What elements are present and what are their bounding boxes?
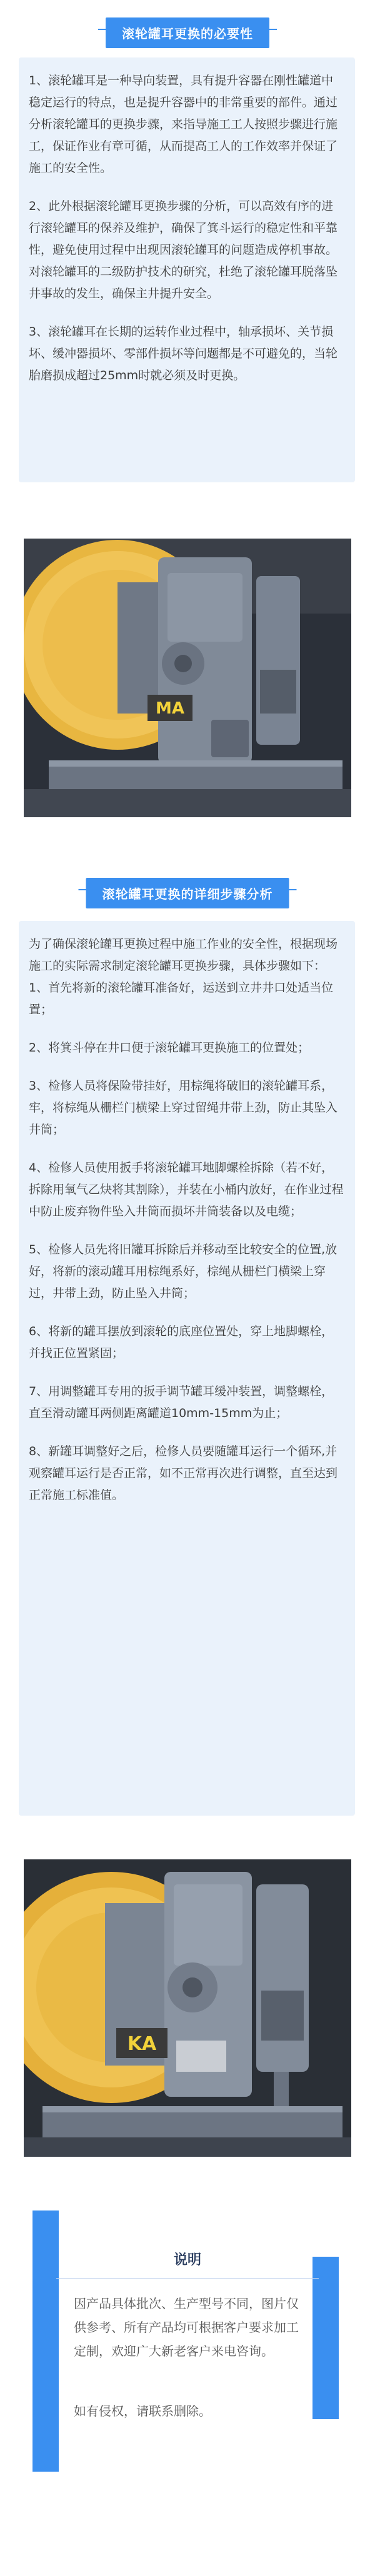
necessity-paragraph-2: 2、此外根据滚轮罐耳更换步骤的分析，可以高效有序的进行滚轮罐耳的保养及维护，确保了箕斗运行的稳定性和平靠性，避免使用过程中出现因滚轮罐耳的问题造成停机事故。对滚轮罐耳的二级防护技术的研究，杜绝了滚轮罐耳脱落坠井事故的发生，确保主井提升安全。 (29, 199, 338, 301)
step-5: 5、检修人员先将旧罐耳拆除后并移动至比较安全的位置,放好，将新的滚动罐耳用棕绳系好，棕绳从栅栏门横梁上穿过，井带上劲，防止坠入井筒； (29, 1243, 338, 1300)
step-2: 2、将箕斗停在井口便于滚轮罐耳更换施工的位置处； (29, 1041, 310, 1055)
note-title: 说明 (173, 2252, 201, 2268)
necessity-paragraph-1: 1、滚轮罐耳是一种导向装置，具有提升容器在刚性罐道中稳定运行的特点，也是提升容器中的非常重要的部件。通过分析滚轮罐耳的更换步骤，来指导施工工人按照步骤进行施工，保证作业有章可循，从而提高工人的工作效率并保证了施工的安全性。 (29, 74, 338, 175)
note-divider (56, 2278, 319, 2279)
ma-safety-plate: MA (156, 699, 184, 718)
steps-intro: 为了确保滚轮罐耳更换过程中施工作业的安全性，根据现场施工的实际需求制定滚轮罐耳更换步骤，具体步骤如下： (29, 937, 338, 973)
step-4: 4、检修人员使用扳手将滚轮罐耳地脚螺栓拆除（若不好，拆除用氧气乙炔将其割除），并装在小桶内放好，在作业过程中防止废弃物件坠入井筒而损坏井筒装备以及电缆； (29, 1161, 344, 1218)
roller-guide-photo-1 (24, 539, 351, 817)
section-title-steps: 滚轮罐耳更换的详细步骤分析 (86, 878, 289, 908)
section-title-necessity: 滚轮罐耳更换的必要性 (106, 17, 269, 48)
steps-text-box (19, 921, 355, 1816)
ka-safety-plate: KA (127, 2033, 157, 2055)
note-text-2: 如有侵权，请联系删除。 (74, 2404, 211, 2419)
note-text-1: 因产品具体批次、生产型号不同，图片仅供参考、所有产品均可根据客户要求加工定制，欢迎广大新老客户来电咨询。 (74, 2296, 299, 2359)
step-6: 6、将新的罐耳摆放到滚轮的底座位置处，穿上地脚螺栓，并找正位置紧固； (29, 1325, 334, 1360)
roller-guide-illustration-1 (24, 539, 351, 817)
necessity-text-box (19, 57, 355, 482)
step-3: 3、检修人员将保险带挂好，用棕绳将破旧的滚轮罐耳系，牢，将棕绳从栅栏门横梁上穿过留绳井带上劲，防止其坠入井筒； (29, 1079, 338, 1136)
roller-guide-photo-2 (24, 1859, 351, 2157)
roller-guide-illustration-2 (24, 1859, 351, 2157)
step-1: 1、首先将新的滚轮罐耳准备好，运送到立井井口处适当位置； (29, 981, 334, 1017)
step-7: 7、用调整罐耳专用的扳手调节罐耳缓冲装置，调整螺栓，直至滑动罐耳两侧距离罐道10mm-15mm为止； (29, 1385, 334, 1420)
note-right-accent (312, 2257, 339, 2419)
step-8: 8、新罐耳调整好之后，检修人员要随罐耳运行一个循环,并观察罐耳运行是否正常，如不正常再次进行调整，直至达到正常施工标准值。 (29, 1445, 338, 1502)
necessity-paragraph-3: 3、滚轮罐耳在长期的运转作业过程中，轴承损坏、关节损坏、缓冲器损坏、零部件损坏等问题都是不可避免的，当轮胎磨损成超过25mm时就必须及时更换。 (29, 325, 338, 382)
